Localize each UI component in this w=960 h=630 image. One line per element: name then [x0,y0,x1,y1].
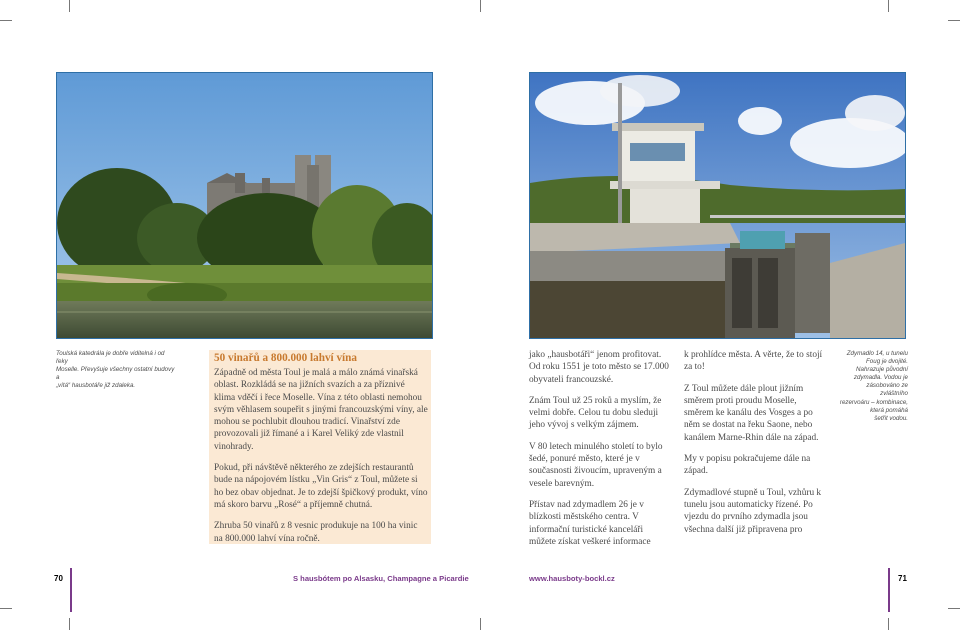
lock-photo [529,72,906,339]
page-number-left: 70 [54,574,63,583]
text-column-2 [684,349,826,545]
lock-caption [838,350,908,423]
body-paragraph: Znám Toul už 25 roků a myslím, že velmi dobře. Celou tu dobu sleduji jeho vývoj s velkým zájmem. [529,395,662,431]
crop-mark [69,618,70,630]
box-paragraph: Zhruba 50 vinařů z 8 vesnic produkuje na 100 ha vinic na 800.000 lahví vína ročně. [214,521,418,544]
crop-mark [888,0,889,12]
caption-line: Zdymadlo 14, u tunelu [846,350,908,357]
caption-line: která pomáhá [870,406,908,414]
wine-sidebar-box [209,350,431,544]
body-paragraph: V 80 letech minulého století to bylo šedé, ponuré město, které je v současnosti živoucím, upraveným a vesele barevným. [529,441,663,489]
crop-mark [948,20,960,21]
crop-mark [480,618,481,630]
cathedral-caption [56,350,176,390]
crop-mark [888,618,889,630]
running-title: S hausbótem po Alsasku, Champagne a Picardie [293,574,469,583]
caption-line: Moselle. Převyšuje všechny ostatní budovy a [56,366,175,381]
body-paragraph: Přístav nad zdymadlem 26 je v blízkosti městského centra. V informační turistické kanceláři můžete získat veškeré informace [529,499,651,547]
body-paragraph: Zdymadlové stupně u Toul, vzhůru k tunelu jsou automaticky řízené. Po vjezdu do prvního zdymadla jsou všechna další již připravena pro [684,487,822,535]
caption-line: zdymadla. Vodou je [853,374,908,382]
crop-mark [480,0,481,12]
caption-line: zásobováno ze zvláštního [866,382,908,398]
caption-line: rezervoáru – kombinace, [839,398,908,406]
website-link[interactable]: www.hausboty-bockl.cz [529,574,615,583]
box-title: 50 vinařů a 800.000 lahví vína [214,352,357,364]
cathedral-photo [56,72,433,339]
page-number-right: 71 [898,574,907,583]
text-column-1 [529,349,671,557]
crop-mark [948,608,960,609]
box-paragraph: Pokud, při návštěvě některého ze zdejších restaurantů bude na nápojovém lístku „Vin Gris“ z Toul, můžete si ho bez obav objednat. Je to zdejší špičkový produkt, víno má skoro barvu „Rosé“ a příjemně chutná. [214,463,428,510]
footer-divider [70,568,72,612]
crop-mark [69,0,70,12]
body-paragraph: My v popisu pokračujeme dále na západ. [684,454,811,477]
footer-divider [888,568,890,612]
box-body [214,367,428,554]
crop-mark [0,20,12,21]
body-paragraph: k prohlídce města. A věrte, že to stojí za to! [684,350,823,373]
body-paragraph: Z Toul můžete dále plout jižním směrem proti proudu Moselle, směrem ke kanálu des Vosges a po něm se dostat na řeku Saone, nebo kanálem Marne-Rhin dále na západ. [684,383,819,443]
caption-line: „vítá“ hausbotáře již zdaleka. [56,382,136,389]
crop-mark [0,608,12,609]
caption-line: Toulská katedrála je dobře viditelná i od řeky [56,350,165,365]
box-paragraph: Západně od města Toul je malá a málo známá vinařská oblast. Rozkládá se na jižních svazích a za příznivé klima vděčí i řece Moselle. Vína z této oblasti nemohou svým věhlasem soupeřit s jinými francouzskými víny, ale mohou se pochlubit dlouhou tradicí. Vinařství zde provozovali již římané a i Karel Veliký zde vlastnil vinohrady. [214,368,428,452]
caption-line: Foug je dvojité. [866,358,908,366]
caption-line: Nahrazuje původní [856,366,908,374]
body-paragraph: jako „hausbotáři“ jenom profitovat. Od roku 1551 je toto město se 17.000 obyvateli francouzské. [529,350,669,385]
caption-line: šetřit vodou. [874,414,908,422]
